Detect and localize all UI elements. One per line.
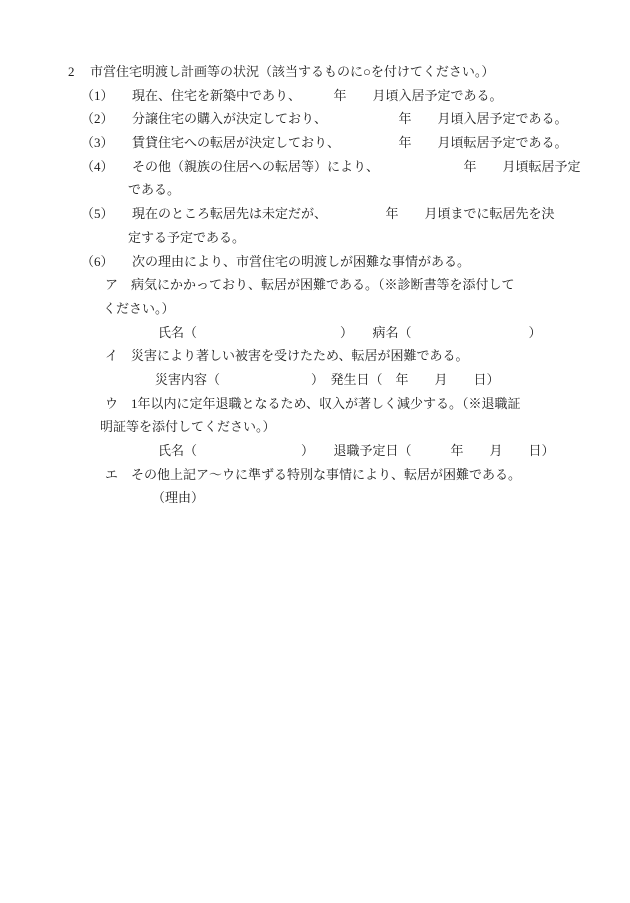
option-1-label: （1） [81,87,114,103]
option-2-text: 分譲住宅の購入が決定しており、 年 月頃入居予定である。 [132,111,568,127]
reason-e [0,463,630,487]
reason-u [0,392,630,416]
option-4-text: その他（親族の住居への転居等）により、 年 月頃転居予定 [132,158,581,174]
option-2-label: （2） [81,111,114,127]
section-number: 2 [68,64,75,79]
section-heading [0,60,630,84]
option-4-text-2: である。 [128,182,181,198]
option-5-text-2: 定する予定である。 [128,229,246,245]
option-5 [0,202,630,226]
reason-a-continuation [0,297,630,321]
reason-i-fields [0,368,630,392]
reason-e-label: エ [105,466,119,482]
reason-u-continuation [0,415,630,439]
reason-a [0,273,630,297]
option-1-text: 現在、住宅を新築中であり、 年 月頃入居予定である。 [132,87,503,103]
reason-a-text-2: ください。） [103,300,175,316]
option-5-label: （5） [81,206,114,222]
option-6 [0,250,630,274]
option-6-text: 次の理由により、市営住宅の明渡しが困難な事情がある。 [132,253,471,269]
reason-e-text: その他上記ア～ウに準ずる特別な事情により、転居が困難である。 [131,466,522,482]
option-3 [0,131,630,155]
option-4-continuation [0,178,630,202]
reason-i [0,344,630,368]
option-4 [0,155,630,179]
reason-a-fields [0,321,630,345]
option-5-continuation [0,226,630,250]
reason-u-fields [0,439,630,463]
reason-u-label: ウ [105,395,119,411]
form-section-2 [0,60,630,510]
disaster-and-date-blank-fields: 災害内容（ ） 発生日（ 年 月 日） [155,371,500,387]
option-4-label: （4） [81,158,114,174]
reason-e-reason-label [0,486,630,510]
reason-a-text: 病気にかかっており、転居が困難である。（※診断書等を添付して [131,277,515,293]
reason-a-label: ア [105,277,119,293]
reason-blank-label: （理由） [152,490,205,506]
reason-u-text: 1年以内に定年退職となるため、収入が著しく減少する。（※退職証 [131,395,521,411]
option-3-label: （3） [81,135,114,151]
reason-u-text-2: 明証等を添付してください。） [100,419,276,435]
option-6-label: （6） [81,253,114,269]
reason-i-text: 災害により著しい被害を受けたため、転居が困難である。 [131,348,469,364]
option-3-text: 賃貸住宅への転居が決定しており、 年 月頃転居予定である。 [132,135,568,151]
option-2 [0,107,630,131]
reason-i-label: イ [105,348,119,364]
option-1 [0,84,630,108]
option-5-text: 現在のところ転居先は未定だが、 年 月頃までに転居先を決 [132,206,555,222]
section-title: 市営住宅明渡し計画等の状況（該当するものに○を付けてください。） [90,64,495,79]
name-and-retirement-date-blank-fields: 氏名（ ） 退職予定日（ 年 月 日） [158,443,555,458]
name-and-disease-blank-fields: 氏名（ ） 病名（ ） [158,324,542,340]
